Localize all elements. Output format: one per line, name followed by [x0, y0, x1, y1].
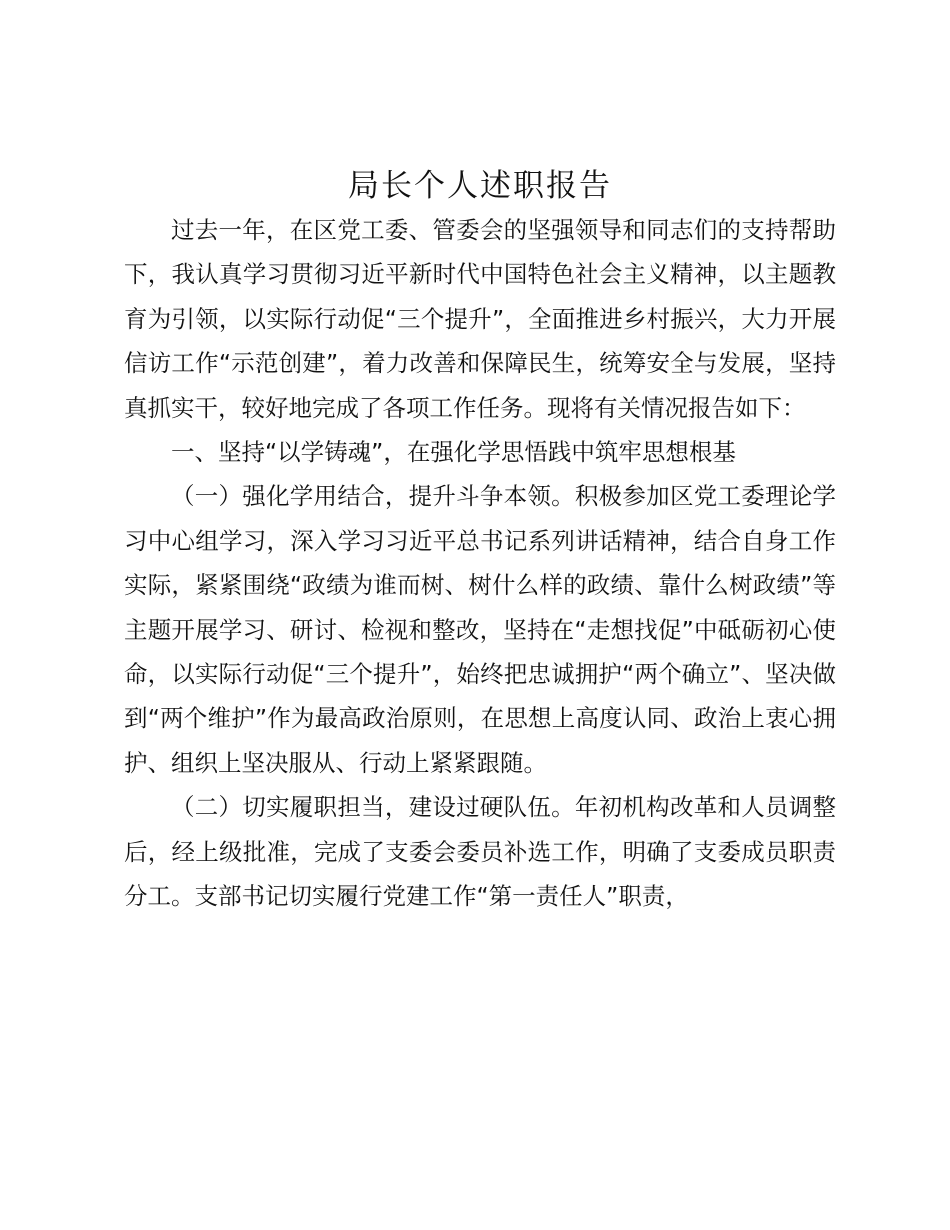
intro-paragraph: 过去一年，在区党工委、管委会的坚强领导和同志们的支持帮助下，我认真学习贯彻习近平新时代中国特色社会主义精神，以主题教育为引领，以实际行动促“三个提升”，全面推进乡村振兴，大力开展信访工作“示范创建”，着力改善和保障民生，统筹安全与发展，坚持真抓实干，较好地完成了各项工作任务。现将有关情况报告如下： — [124, 216, 836, 422]
section-heading: 一、坚持“以学铸魂”，在强化学思悟践中筑牢思想根基 — [171, 438, 736, 467]
document-title: 局长个人述职报告 — [348, 168, 612, 204]
subsection-paragraph-1: （一）强化学用结合，提升斗争本领。积极参加区党工委理论学习中心组学习，深入学习习近平总书记系列讲话精神，结合自身工作实际，紧紧围绕“政绩为谁而树、树什么样的政绩、靠什么树政绩”等主题开展学习、研讨、检视和整改，坚持在“走想找促”中砥砺初心使命，以实际行动促“三个提升”，始终把忠诚拥护“两个确立”、坚决做到“两个维护”作为最高政治原则，在思想上高度认同、政治上衷心拥护、组织上坚决服从、行动上紧紧跟随。 — [124, 482, 836, 777]
document-body — [124, 164, 836, 919]
subsection-paragraph-2: （二）切实履职担当，建设过硬队伍。年初机构改革和人员调整后，经上级批准，完成了支委会委员补选工作，明确了支委成员职责分工。支部书记切实履行党建工作“第一责任人”职责， — [124, 793, 836, 911]
